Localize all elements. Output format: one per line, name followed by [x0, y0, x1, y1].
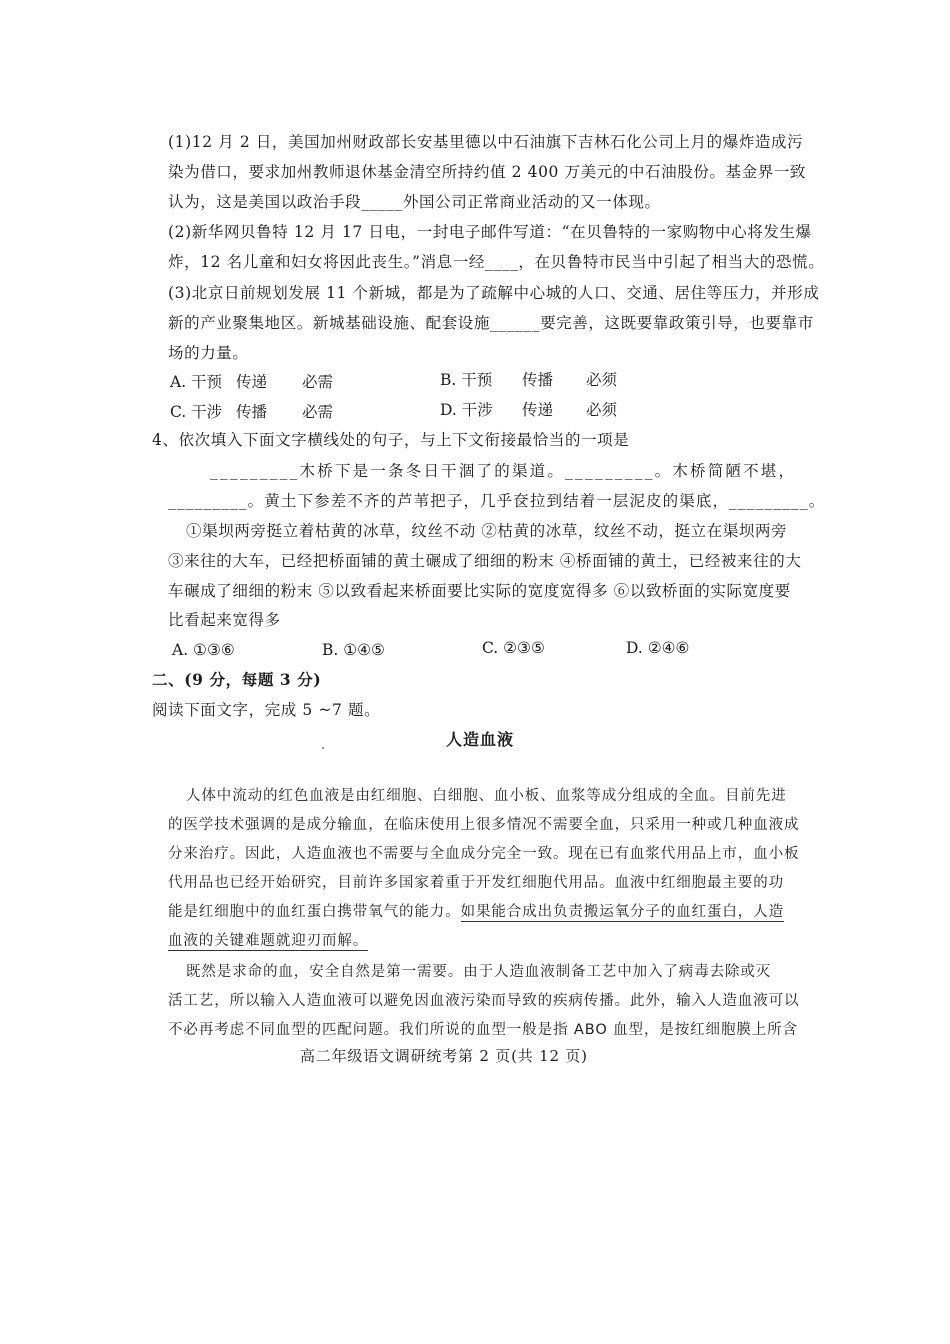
q3-option-d: [440, 400, 617, 420]
article-p1-line1: 人体中流动的红色血液是由红细胞、白细胞、血小板、血浆等成分组成的全血。目前先进: [186, 788, 787, 804]
q4-stem: 4、依次填入下面文字横线处的句子，与上下文衔接最恰当的一项是: [152, 431, 630, 449]
q4-option-a: A. ①③⑥: [172, 641, 235, 659]
article-p1-line5: [168, 902, 784, 922]
q3-option-a-word3: 必需: [302, 373, 334, 391]
q3-s2-line2: 炸，12 名儿童和妇女将因此丧生。”消息一经____，在贝鲁特市民当中引起了相当大的恐慌。: [168, 253, 825, 271]
q3-option-b: [440, 370, 617, 390]
q3-option-c-word2: 传播: [236, 403, 268, 421]
q3-option-c-word1: C. 干涉: [170, 403, 223, 421]
q3-option-b-word1: B. 干预: [440, 371, 493, 389]
article-underlined-sentence-b: 血液的关键难题就迎刃而解。: [168, 933, 369, 949]
q3-s3-line3: 场的力量。: [168, 344, 249, 362]
q3-s3-line1: (3)北京日前规划发展 11 个新城，都是为了疏解中心城的人口、交通、居住等压力，并形成: [168, 284, 820, 302]
q4-passage-line2: _________。黄土下参差不齐的芦苇把子，几乎奁拉到结着一层泥皮的渠底，_________。: [168, 492, 826, 510]
q4-choices-line4: 比看起来宽得多: [168, 611, 281, 629]
article-p1-line4: 代用品也已经开始研究，目前许多国家着重于开发红细胞代用品。血液中红细胞最主要的功: [168, 875, 784, 891]
page-footer: 高二年级语文调研统考第 2 页(共 12 页): [300, 1047, 588, 1065]
article-p2-line2: 活工艺，所以输入人造血液可以避免因血液污染而导致的疾病传播。此外，输入人造血液可以: [168, 993, 800, 1009]
article-p1-line2: 的医学技术强调的是成分输血，在临床使用上很多情况不需要全血，只采用一种或几种血液成: [168, 817, 800, 833]
q3-option-c: [170, 402, 333, 422]
q3-option-c-word3: 必需: [302, 403, 334, 421]
q3-s1-line3: 认为，这是美国以政治手段_____外国公司正常商业活动的又一体现。: [168, 193, 661, 211]
q3-option-d-word2: 传递: [522, 401, 554, 419]
q3-s2-line1: (2)新华网贝鲁特 12 月 17 日电，一封电子邮件写道：“在贝鲁特的一家购物中心将发生爆: [168, 223, 812, 241]
q4-choices-line3: 车碾成了细细的粉末 ⑤以致看起来桥面要比实际的宽度宽得多 ⑥以致桥面的实际宽度要: [168, 582, 791, 600]
article-p1-line3: 分来治疗。因此，人造血液也不需要与全血成分完全一致。现在已有血浆代用品上市，血小板: [168, 846, 800, 862]
q4-option-b: B. ①④⑤: [322, 641, 385, 659]
q4-option-c: C. ②③⑤: [482, 639, 545, 657]
q4-choices-line1: ①渠坝两旁挺立着枯黄的冰草，纹丝不动 ②枯黄的冰草，纹丝不动，挺立在渠坝两旁: [186, 522, 788, 540]
article-p1-line5-text: 能是红细胞中的血红蛋白携带氧气的能力。: [168, 904, 461, 920]
q3-option-d-word1: D. 干涉: [440, 401, 493, 419]
article-p2-line3: 不必再考虑不同血型的匹配问题。我们所说的血型一般是指 ABO 血型，是按红细胞膜上所含: [168, 1022, 798, 1038]
article-p1-line6: [168, 931, 368, 951]
article-p2-line1: 既然是求命的血，安全自然是第一需要。由于人造血液制备工艺中加入了病毒去除或灭: [186, 964, 772, 980]
section-heading: 二、(9 分，每题 3 分): [152, 670, 322, 689]
q3-option-a-word2: 传递: [236, 373, 268, 391]
section-instruction: 阅读下面文字，完成 5 ~7 题。: [152, 701, 381, 719]
q3-s1-line1: (1)12 月 2 日，美国加州财政部长安基里德以中石油旗下吉林石化公司上月的爆炸造成污: [168, 133, 804, 151]
q3-option-a: [170, 372, 333, 392]
q3-option-a-word1: A. 干预: [170, 373, 223, 391]
article-title: 人造血液: [446, 730, 515, 749]
q3-option-b-word2: 传播: [522, 371, 554, 389]
q4-option-d: D. ②④⑥: [626, 639, 690, 657]
q4-passage-line1: _________木桥下是一条冬日干涸了的渠道。_________。木桥简陋不堪，: [210, 462, 797, 480]
q3-option-d-word3: 必须: [586, 401, 618, 419]
q3-s1-line2: 染为借口，要求加州教师退休基金清空所持约值 2 400 万美元的中石油股份。基金界一致: [168, 163, 807, 181]
article-underlined-sentence-a: 如果能合成出负责搬运氧分子的血红蛋白，人造: [460, 904, 785, 920]
q3-option-b-word3: 必须: [586, 371, 618, 389]
scan-speck: [322, 747, 324, 749]
q3-s3-line2: 新的产业聚集地区。新城基础设施、配套设施______要完善，这既要靠政策引导，也要靠市: [168, 314, 814, 332]
q4-choices-line2: ③来往的大车，已经把桥面铺的黄土碾成了细细的粉末 ④桥面铺的黄土，已经被来往的大: [168, 552, 802, 570]
